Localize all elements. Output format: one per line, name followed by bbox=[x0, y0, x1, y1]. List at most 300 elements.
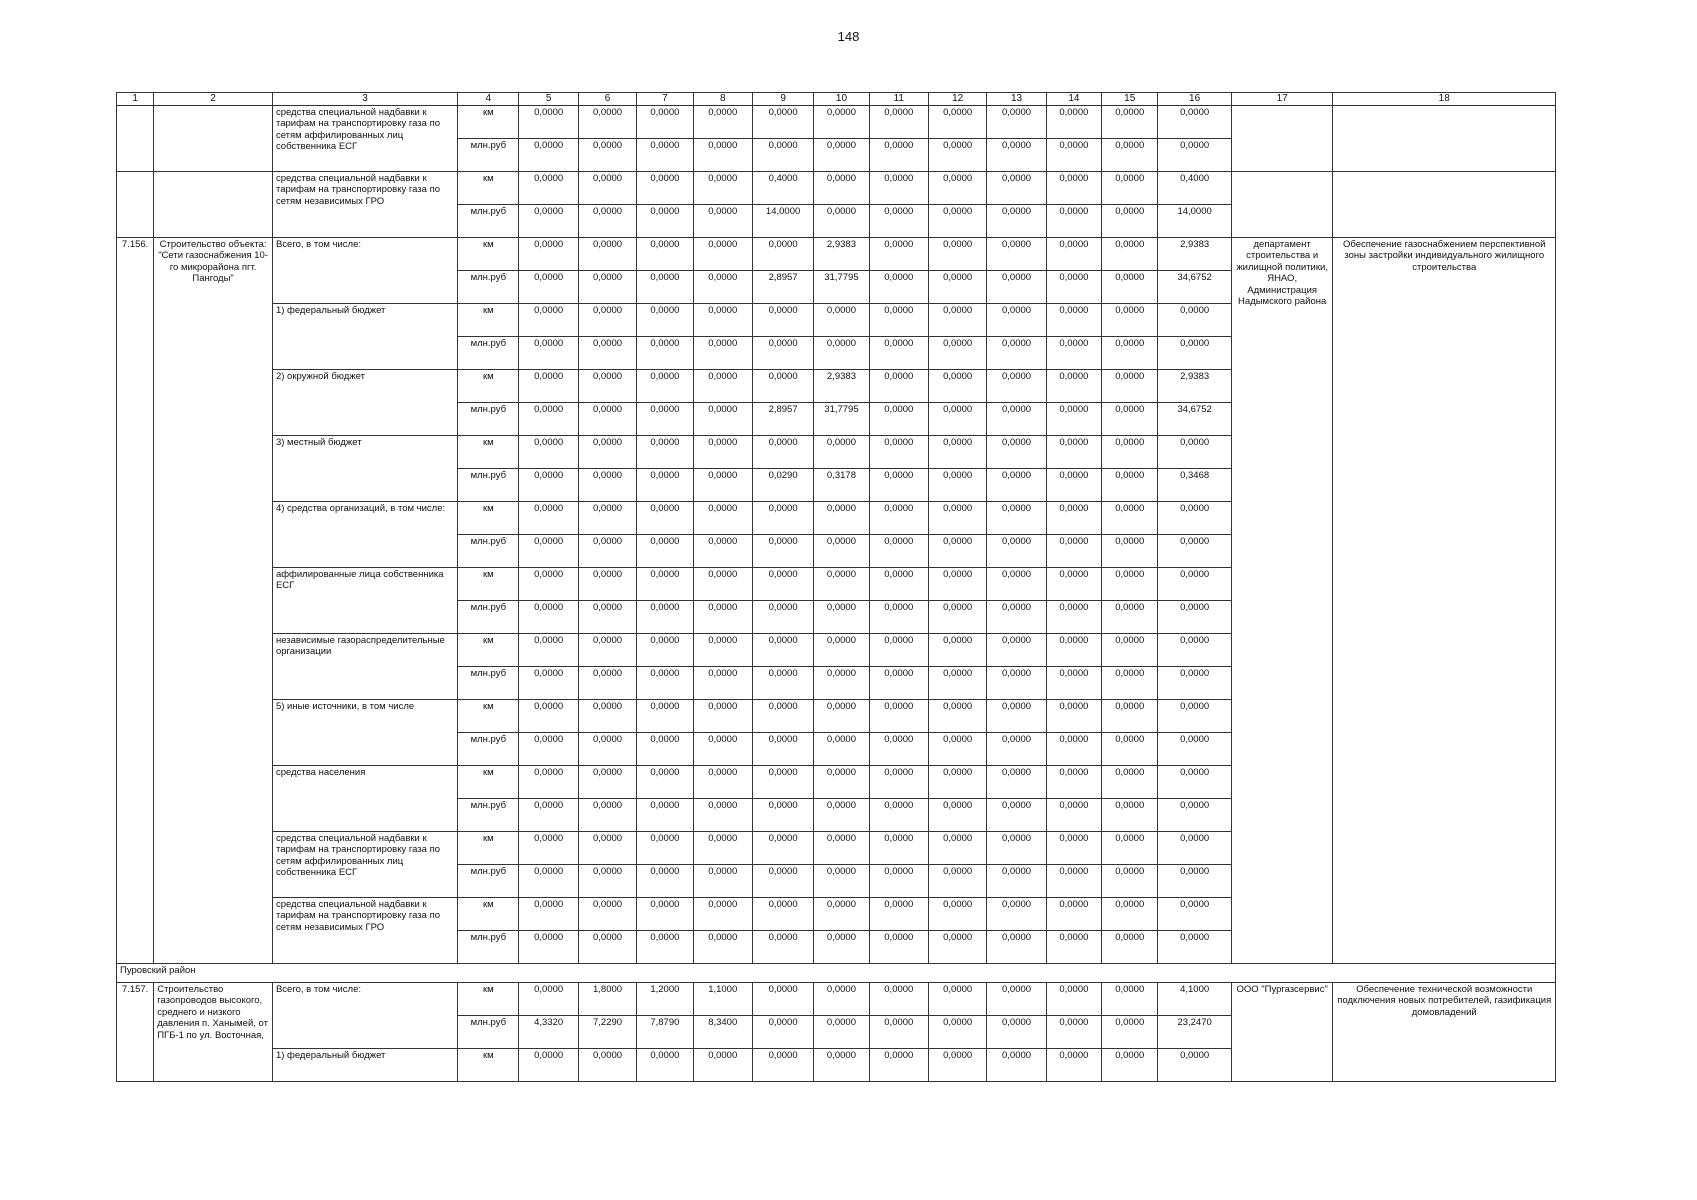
value-cell: 0,0000 bbox=[1102, 469, 1158, 502]
value-cell: 0,0000 bbox=[814, 700, 869, 733]
item-name: Строительство объекта: "Сети газоснабжения 10-го микрорайона пгт. Пангоды" bbox=[154, 238, 273, 964]
value-cell: 0,0000 bbox=[987, 568, 1046, 601]
value-cell: 0,0000 bbox=[1158, 766, 1231, 799]
funding-source: 2) окружной бюджет bbox=[272, 370, 457, 436]
value-cell: 0,0000 bbox=[519, 403, 578, 436]
value-cell: 0,0000 bbox=[693, 832, 752, 865]
value-cell: 0,0000 bbox=[752, 535, 813, 568]
value-cell: 0,0000 bbox=[1102, 733, 1158, 766]
value-cell: 0,0000 bbox=[637, 238, 693, 271]
value-cell: 0,0000 bbox=[519, 469, 578, 502]
value-cell: 0,0000 bbox=[752, 667, 813, 700]
value-cell: 0,0000 bbox=[519, 502, 578, 535]
value-cell: 0,0000 bbox=[1158, 337, 1231, 370]
table-row bbox=[117, 238, 1556, 271]
value-cell: 0,0000 bbox=[814, 172, 869, 205]
item-name: Строительство газопроводов высокого, среднего и низкого давления п. Ханымей, от ПГБ-1 по ул. Восточная, bbox=[154, 983, 273, 1082]
value-cell: 0,0000 bbox=[869, 667, 928, 700]
column-header: 10 bbox=[814, 93, 869, 106]
value-cell: 0,0000 bbox=[693, 535, 752, 568]
value-cell: 0,0000 bbox=[578, 931, 636, 964]
value-cell: 0,0000 bbox=[987, 271, 1046, 304]
value-cell: 0,0000 bbox=[693, 271, 752, 304]
value-cell: 1,8000 bbox=[578, 983, 636, 1016]
value-cell: 0,0000 bbox=[637, 733, 693, 766]
value-cell: 0,0000 bbox=[928, 700, 986, 733]
value-cell: 0,0000 bbox=[578, 403, 636, 436]
value-cell: 0,0000 bbox=[987, 238, 1046, 271]
value-cell: 0,0000 bbox=[1046, 733, 1101, 766]
funding-source: средства специальной надбавки к тарифам на транспортировку газа по сетям независимых ГРО bbox=[272, 172, 457, 238]
table-row bbox=[117, 172, 1556, 205]
value-cell: 0,0000 bbox=[637, 370, 693, 403]
value-cell: 0,0000 bbox=[869, 469, 928, 502]
unit-cell: млн.руб bbox=[458, 469, 519, 502]
column-header: 7 bbox=[637, 93, 693, 106]
value-cell: 7,8790 bbox=[637, 1016, 693, 1049]
value-cell: 2,9383 bbox=[1158, 370, 1231, 403]
value-cell: 1,2000 bbox=[637, 983, 693, 1016]
responsible-party: ООО "Пургазсервис" bbox=[1231, 983, 1333, 1082]
value-cell: 0,0000 bbox=[1102, 700, 1158, 733]
value-cell: 0,0000 bbox=[814, 832, 869, 865]
value-cell: 7,2290 bbox=[578, 1016, 636, 1049]
value-cell: 0,0000 bbox=[987, 337, 1046, 370]
value-cell: 0,0000 bbox=[1102, 898, 1158, 931]
value-cell: 0,0000 bbox=[869, 931, 928, 964]
value-cell: 0,0000 bbox=[519, 601, 578, 634]
value-cell: 0,0000 bbox=[928, 502, 986, 535]
value-cell: 0,0000 bbox=[814, 898, 869, 931]
column-header: 9 bbox=[752, 93, 813, 106]
value-cell: 0,0000 bbox=[519, 898, 578, 931]
value-cell: 0,0000 bbox=[578, 667, 636, 700]
value-cell: 0,0000 bbox=[693, 931, 752, 964]
value-cell: 0,0000 bbox=[814, 436, 869, 469]
column-header: 15 bbox=[1102, 93, 1158, 106]
column-header: 1 bbox=[117, 93, 154, 106]
value-cell: 0,0000 bbox=[578, 172, 636, 205]
value-cell: 0,0000 bbox=[752, 238, 813, 271]
value-cell: 0,0000 bbox=[693, 370, 752, 403]
unit-cell: км bbox=[458, 700, 519, 733]
value-cell: 0,0000 bbox=[1046, 1016, 1101, 1049]
value-cell: 2,8957 bbox=[752, 271, 813, 304]
value-cell: 0,0000 bbox=[1158, 1049, 1231, 1082]
value-cell: 0,0000 bbox=[928, 931, 986, 964]
value-cell: 0,0000 bbox=[637, 205, 693, 238]
value-cell: 0,0000 bbox=[928, 766, 986, 799]
value-cell: 0,0000 bbox=[928, 106, 986, 139]
funding-source: аффилированные лица собственника ЕСГ bbox=[272, 568, 457, 634]
column-header: 3 bbox=[272, 93, 457, 106]
value-cell: 0,0000 bbox=[578, 502, 636, 535]
value-cell: 0,0000 bbox=[1158, 931, 1231, 964]
value-cell: 0,0000 bbox=[1102, 832, 1158, 865]
unit-cell: км bbox=[458, 370, 519, 403]
value-cell: 0,0000 bbox=[987, 865, 1046, 898]
value-cell: 0,0000 bbox=[928, 898, 986, 931]
value-cell: 0,0000 bbox=[578, 205, 636, 238]
value-cell: 0,0000 bbox=[1046, 931, 1101, 964]
value-cell: 0,0000 bbox=[637, 535, 693, 568]
value-cell: 0,0000 bbox=[693, 106, 752, 139]
value-cell: 0,0000 bbox=[637, 502, 693, 535]
value-cell: 0,0000 bbox=[1158, 865, 1231, 898]
value-cell: 0,0000 bbox=[1046, 271, 1101, 304]
value-cell: 0,0000 bbox=[519, 370, 578, 403]
value-cell: 0,0000 bbox=[1046, 337, 1101, 370]
value-cell: 0,0000 bbox=[1102, 436, 1158, 469]
unit-cell: км bbox=[458, 502, 519, 535]
value-cell: 2,9383 bbox=[814, 370, 869, 403]
value-cell: 0,0000 bbox=[578, 469, 636, 502]
value-cell: 0,0000 bbox=[869, 1049, 928, 1082]
responsible-party bbox=[1231, 172, 1333, 238]
value-cell: 0,0000 bbox=[1046, 799, 1101, 832]
unit-cell: млн.руб bbox=[458, 337, 519, 370]
value-cell: 0,0000 bbox=[752, 370, 813, 403]
value-cell: 0,0000 bbox=[987, 931, 1046, 964]
value-cell: 0,0000 bbox=[637, 139, 693, 172]
value-cell: 0,0000 bbox=[814, 205, 869, 238]
value-cell: 0,0000 bbox=[578, 535, 636, 568]
value-cell: 0,0000 bbox=[637, 271, 693, 304]
value-cell: 0,0000 bbox=[814, 568, 869, 601]
value-cell: 0,0000 bbox=[519, 436, 578, 469]
value-cell: 0,0000 bbox=[1046, 436, 1101, 469]
value-cell: 0,0000 bbox=[814, 1049, 869, 1082]
value-cell: 0,4000 bbox=[1158, 172, 1231, 205]
value-cell: 34,6752 bbox=[1158, 271, 1231, 304]
value-cell: 0,0000 bbox=[1102, 601, 1158, 634]
value-cell: 0,0000 bbox=[752, 700, 813, 733]
column-header: 16 bbox=[1158, 93, 1231, 106]
value-cell: 0,0000 bbox=[987, 700, 1046, 733]
value-cell: 0,0000 bbox=[637, 469, 693, 502]
value-cell: 0,0000 bbox=[1158, 700, 1231, 733]
value-cell: 0,0000 bbox=[1046, 667, 1101, 700]
value-cell: 0,0000 bbox=[869, 766, 928, 799]
value-cell: 8,3400 bbox=[693, 1016, 752, 1049]
value-cell: 0,0000 bbox=[752, 799, 813, 832]
value-cell: 0,0000 bbox=[1158, 667, 1231, 700]
value-cell: 0,0000 bbox=[1102, 403, 1158, 436]
column-header: 13 bbox=[987, 93, 1046, 106]
funding-source: Всего, в том числе: bbox=[272, 238, 457, 304]
value-cell: 0,0000 bbox=[693, 205, 752, 238]
value-cell: 0,0000 bbox=[869, 238, 928, 271]
value-cell: 0,0000 bbox=[693, 568, 752, 601]
value-cell: 0,0000 bbox=[578, 601, 636, 634]
value-cell: 0,0000 bbox=[1046, 535, 1101, 568]
value-cell: 0,0000 bbox=[519, 766, 578, 799]
value-cell: 0,0000 bbox=[1158, 436, 1231, 469]
value-cell: 0,0000 bbox=[752, 983, 813, 1016]
value-cell: 0,0000 bbox=[693, 601, 752, 634]
unit-cell: км bbox=[458, 172, 519, 205]
value-cell: 0,0000 bbox=[1102, 535, 1158, 568]
value-cell: 0,0000 bbox=[928, 172, 986, 205]
value-cell: 0,0000 bbox=[814, 1016, 869, 1049]
value-cell: 0,0000 bbox=[519, 733, 578, 766]
value-cell: 0,0000 bbox=[578, 370, 636, 403]
value-cell: 0,0000 bbox=[637, 1049, 693, 1082]
value-cell: 0,0000 bbox=[869, 634, 928, 667]
value-cell: 0,0000 bbox=[519, 700, 578, 733]
unit-cell: млн.руб bbox=[458, 667, 519, 700]
value-cell: 0,0000 bbox=[1046, 502, 1101, 535]
value-cell: 0,0000 bbox=[1046, 172, 1101, 205]
value-cell: 0,0000 bbox=[637, 766, 693, 799]
value-cell: 0,0000 bbox=[869, 205, 928, 238]
value-cell: 0,0000 bbox=[987, 601, 1046, 634]
value-cell: 0,0000 bbox=[987, 1016, 1046, 1049]
value-cell: 0,0000 bbox=[869, 337, 928, 370]
value-cell: 0,0000 bbox=[519, 205, 578, 238]
value-cell: 0,0000 bbox=[928, 370, 986, 403]
value-cell: 0,0000 bbox=[1102, 1049, 1158, 1082]
value-cell: 0,0000 bbox=[693, 238, 752, 271]
value-cell: 0,0000 bbox=[814, 865, 869, 898]
responsible-party bbox=[1231, 106, 1333, 172]
value-cell: 0,0000 bbox=[693, 469, 752, 502]
value-cell: 0,0000 bbox=[928, 733, 986, 766]
value-cell: 0,0000 bbox=[1158, 799, 1231, 832]
value-cell: 31,7795 bbox=[814, 403, 869, 436]
value-cell: 0,0000 bbox=[1102, 205, 1158, 238]
value-cell: 0,0000 bbox=[519, 634, 578, 667]
value-cell: 0,0000 bbox=[1046, 238, 1101, 271]
value-cell: 0,0000 bbox=[928, 205, 986, 238]
value-cell: 0,0000 bbox=[693, 337, 752, 370]
value-cell: 0,0000 bbox=[928, 469, 986, 502]
value-cell: 0,0000 bbox=[987, 370, 1046, 403]
value-cell: 0,0000 bbox=[869, 436, 928, 469]
value-cell: 0,0000 bbox=[928, 983, 986, 1016]
purpose bbox=[1333, 172, 1556, 238]
funding-source: средства специальной надбавки к тарифам на транспортировку газа по сетям аффилированных лиц собственника ЕСГ bbox=[272, 832, 457, 898]
value-cell: 0,0000 bbox=[752, 931, 813, 964]
value-cell: 0,0000 bbox=[814, 799, 869, 832]
funding-source: 4) средства организаций, в том числе: bbox=[272, 502, 457, 568]
value-cell: 0,0000 bbox=[752, 568, 813, 601]
value-cell: 0,0000 bbox=[752, 139, 813, 172]
unit-cell: млн.руб bbox=[458, 1016, 519, 1049]
value-cell: 0,0000 bbox=[578, 436, 636, 469]
value-cell: 0,0000 bbox=[1158, 304, 1231, 337]
value-cell: 0,0000 bbox=[578, 799, 636, 832]
unit-cell: км bbox=[458, 304, 519, 337]
value-cell: 0,0000 bbox=[693, 766, 752, 799]
value-cell: 0,0000 bbox=[814, 337, 869, 370]
value-cell: 0,0000 bbox=[519, 535, 578, 568]
funding-source: 1) федеральный бюджет bbox=[272, 1049, 457, 1082]
value-cell: 0,0000 bbox=[869, 832, 928, 865]
value-cell: 0,0000 bbox=[752, 634, 813, 667]
value-cell: 0,0000 bbox=[928, 238, 986, 271]
unit-cell: млн.руб bbox=[458, 931, 519, 964]
value-cell: 0,0000 bbox=[928, 865, 986, 898]
value-cell: 0,0000 bbox=[578, 766, 636, 799]
value-cell: 0,0000 bbox=[1102, 667, 1158, 700]
value-cell: 0,0000 bbox=[752, 304, 813, 337]
unit-cell: км bbox=[458, 106, 519, 139]
value-cell: 0,0000 bbox=[1158, 601, 1231, 634]
unit-cell: млн.руб bbox=[458, 601, 519, 634]
value-cell: 0,0000 bbox=[869, 139, 928, 172]
unit-cell: млн.руб bbox=[458, 139, 519, 172]
purpose bbox=[1333, 106, 1556, 172]
value-cell: 0,0000 bbox=[519, 304, 578, 337]
value-cell: 0,0000 bbox=[637, 337, 693, 370]
value-cell: 0,0000 bbox=[752, 1049, 813, 1082]
value-cell: 0,0000 bbox=[637, 634, 693, 667]
value-cell: 0,0000 bbox=[1046, 106, 1101, 139]
value-cell: 23,2470 bbox=[1158, 1016, 1231, 1049]
value-cell: 0,0000 bbox=[1102, 172, 1158, 205]
value-cell: 0,0000 bbox=[519, 832, 578, 865]
value-cell: 0,0000 bbox=[693, 898, 752, 931]
value-cell: 0,0000 bbox=[928, 271, 986, 304]
value-cell: 4,1000 bbox=[1158, 983, 1231, 1016]
value-cell: 0,0000 bbox=[869, 601, 928, 634]
value-cell: 0,0000 bbox=[1158, 898, 1231, 931]
unit-cell: млн.руб bbox=[458, 403, 519, 436]
value-cell: 0,0000 bbox=[1158, 832, 1231, 865]
value-cell: 0,0000 bbox=[637, 568, 693, 601]
value-cell: 0,0000 bbox=[987, 502, 1046, 535]
value-cell: 0,4000 bbox=[752, 172, 813, 205]
value-cell: 1,1000 bbox=[693, 983, 752, 1016]
value-cell: 0,0000 bbox=[578, 700, 636, 733]
value-cell: 0,0000 bbox=[869, 733, 928, 766]
value-cell: 0,0000 bbox=[637, 436, 693, 469]
unit-cell: км bbox=[458, 238, 519, 271]
value-cell: 0,0000 bbox=[814, 766, 869, 799]
value-cell: 0,0000 bbox=[1046, 469, 1101, 502]
value-cell: 0,0000 bbox=[928, 139, 986, 172]
value-cell: 2,8957 bbox=[752, 403, 813, 436]
item-number bbox=[117, 106, 154, 172]
value-cell: 0,0000 bbox=[987, 172, 1046, 205]
value-cell: 0,0000 bbox=[519, 983, 578, 1016]
unit-cell: км bbox=[458, 832, 519, 865]
value-cell: 0,0000 bbox=[1158, 106, 1231, 139]
value-cell: 0,0000 bbox=[1102, 799, 1158, 832]
value-cell: 0,0000 bbox=[752, 601, 813, 634]
value-cell: 0,0000 bbox=[869, 304, 928, 337]
purpose: Обеспечение технической возможности подключения новых потребителей, газификация домовладений bbox=[1333, 983, 1556, 1082]
value-cell: 0,0000 bbox=[1046, 700, 1101, 733]
value-cell: 0,0000 bbox=[1102, 931, 1158, 964]
value-cell: 0,0000 bbox=[693, 634, 752, 667]
value-cell: 0,0000 bbox=[752, 766, 813, 799]
unit-cell: км bbox=[458, 983, 519, 1016]
value-cell: 0,0000 bbox=[637, 898, 693, 931]
value-cell: 0,0000 bbox=[752, 1016, 813, 1049]
value-cell: 0,0000 bbox=[1102, 634, 1158, 667]
value-cell: 0,0000 bbox=[578, 337, 636, 370]
value-cell: 0,0000 bbox=[869, 865, 928, 898]
value-cell: 0,0000 bbox=[752, 502, 813, 535]
value-cell: 0,0000 bbox=[752, 865, 813, 898]
value-cell: 0,0000 bbox=[693, 1049, 752, 1082]
value-cell: 0,0000 bbox=[814, 106, 869, 139]
value-cell: 0,0000 bbox=[869, 271, 928, 304]
value-cell: 0,0000 bbox=[752, 436, 813, 469]
funding-source: средства населения bbox=[272, 766, 457, 832]
value-cell: 0,0000 bbox=[637, 172, 693, 205]
value-cell: 0,0000 bbox=[578, 139, 636, 172]
value-cell: 0,0000 bbox=[1102, 238, 1158, 271]
value-cell: 0,0000 bbox=[987, 766, 1046, 799]
value-cell: 0,0000 bbox=[1158, 568, 1231, 601]
value-cell: 0,0000 bbox=[693, 865, 752, 898]
value-cell: 0,0000 bbox=[578, 106, 636, 139]
value-cell: 0,0000 bbox=[578, 865, 636, 898]
item-name bbox=[154, 172, 273, 238]
value-cell: 0,0000 bbox=[987, 799, 1046, 832]
value-cell: 0,0000 bbox=[1102, 865, 1158, 898]
column-header: 6 bbox=[578, 93, 636, 106]
value-cell: 0,0000 bbox=[1046, 304, 1101, 337]
value-cell: 0,0000 bbox=[519, 238, 578, 271]
item-number: 7.156. bbox=[117, 238, 154, 964]
value-cell: 0,0000 bbox=[637, 601, 693, 634]
section-title: Пуровский район bbox=[117, 964, 1556, 983]
value-cell: 0,0000 bbox=[814, 931, 869, 964]
value-cell: 0,0000 bbox=[987, 634, 1046, 667]
value-cell: 0,0000 bbox=[987, 469, 1046, 502]
value-cell: 0,0000 bbox=[637, 931, 693, 964]
value-cell: 0,0000 bbox=[1046, 898, 1101, 931]
value-cell: 0,0000 bbox=[1046, 766, 1101, 799]
value-cell: 0,0000 bbox=[987, 403, 1046, 436]
value-cell: 31,7795 bbox=[814, 271, 869, 304]
value-cell: 0,0000 bbox=[928, 403, 986, 436]
value-cell: 0,0000 bbox=[519, 337, 578, 370]
unit-cell: млн.руб bbox=[458, 865, 519, 898]
value-cell: 0,0000 bbox=[869, 700, 928, 733]
value-cell: 0,0000 bbox=[519, 271, 578, 304]
unit-cell: млн.руб bbox=[458, 799, 519, 832]
value-cell: 0,0000 bbox=[814, 667, 869, 700]
value-cell: 34,6752 bbox=[1158, 403, 1231, 436]
value-cell: 0,0000 bbox=[1158, 535, 1231, 568]
unit-cell: км bbox=[458, 766, 519, 799]
value-cell: 0,0000 bbox=[578, 832, 636, 865]
value-cell: 0,0000 bbox=[814, 733, 869, 766]
value-cell: 0,0000 bbox=[928, 568, 986, 601]
value-cell: 0,0000 bbox=[637, 865, 693, 898]
funding-source: 3) местный бюджет bbox=[272, 436, 457, 502]
value-cell: 0,0000 bbox=[1102, 766, 1158, 799]
header-row bbox=[117, 93, 1556, 106]
value-cell: 0,0000 bbox=[637, 667, 693, 700]
value-cell: 14,0000 bbox=[1158, 205, 1231, 238]
value-cell: 0,0000 bbox=[752, 733, 813, 766]
value-cell: 0,0000 bbox=[693, 403, 752, 436]
value-cell: 2,9383 bbox=[814, 238, 869, 271]
value-cell: 0,0000 bbox=[752, 337, 813, 370]
value-cell: 0,0000 bbox=[1102, 106, 1158, 139]
unit-cell: км bbox=[458, 634, 519, 667]
value-cell: 0,0000 bbox=[869, 568, 928, 601]
value-cell: 0,0000 bbox=[578, 634, 636, 667]
unit-cell: млн.руб bbox=[458, 733, 519, 766]
value-cell: 0,0000 bbox=[693, 436, 752, 469]
